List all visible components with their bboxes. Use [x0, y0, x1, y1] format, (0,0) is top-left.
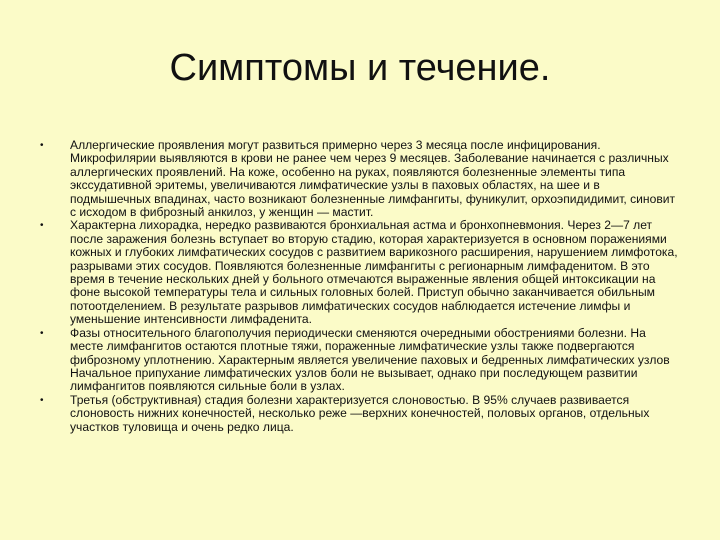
bullet-item-fever: [40, 219, 680, 326]
bullet-marker-icon: •: [40, 220, 44, 232]
bullet-marker-icon: •: [40, 394, 44, 406]
bullet-text: Фазы относительного благополучия периодически сменяются очередными обострениями болезни. На месте лимфангитов остаются плотные тяжи, пораженные лимфатические узлы также подвергаются фиброзному уплотнению. Характерным является увеличение паховых и бедренных лимфатических узлов Начальное припухание лимфатических узлов боли не вызывает, однако при последующем развитии лимфангитов появляются сильные боли в узлах.: [70, 325, 670, 394]
bullet-item-obstructive: [40, 394, 680, 434]
bullet-text: Третья (обструктивная) стадия болезни характеризуется слоновостью. В 95% случаев развивается слоновость нижних конечностей, несколько реже —верхних конечностей, половых органов, отдельных участков туловища и очень редко лица.: [70, 392, 650, 434]
bullet-text: Характерна лихорадка, нередко развиваются бронхиальная астма и бронхопневмония. Через 2—7 лет после заражения болезнь вступает во вторую стадию, которая характеризуется в основном поражениями кожных и глубоких лимфатических сосудов с развитием варикозного расширения, нарушением лимфотока, разрывами этих сосудов. Появляются болезненные лимфангиты с регионарным лимфаденитом. В это время в течение нескольких дней у больного отмечаются выраженные явления общей интоксикации на фоне высокой температуры тела и сильных головных болей. Приступ обычно заканчивается обильным потоотделением. В результате разрывов лимфатических сосудов наблюдается истечение лимфы и уменьшение интенсивности лимфаденита.: [70, 218, 678, 327]
bullet-marker-icon: •: [40, 327, 44, 339]
bullet-item-allergic: [40, 139, 680, 219]
slide-title: Симптомы и течение.: [169, 47, 551, 89]
bullet-marker-icon: •: [40, 140, 44, 151]
bullet-item-remission: [40, 327, 680, 394]
bullet-list: [40, 139, 680, 434]
bullet-text: Аллергические проявления могут развиться примерно через 3 месяца после инфицирования. Микрофилярии выявляются в крови не ранее чем через 9 месяцев. Заболевание начинается с различных аллергических проявлений. На коже, особенно на руках, появляются болезненные элементы типа экссудативной эритемы, увеличиваются лимфатические узлы в паховых областях, на шее и в подмышечных впадинах, часто возникают болезненные лимфангиты, фуникулит, орхоэпидидимит, синовит с исходом в фиброзный анкилоз, у женщин — мастит.: [70, 138, 676, 220]
